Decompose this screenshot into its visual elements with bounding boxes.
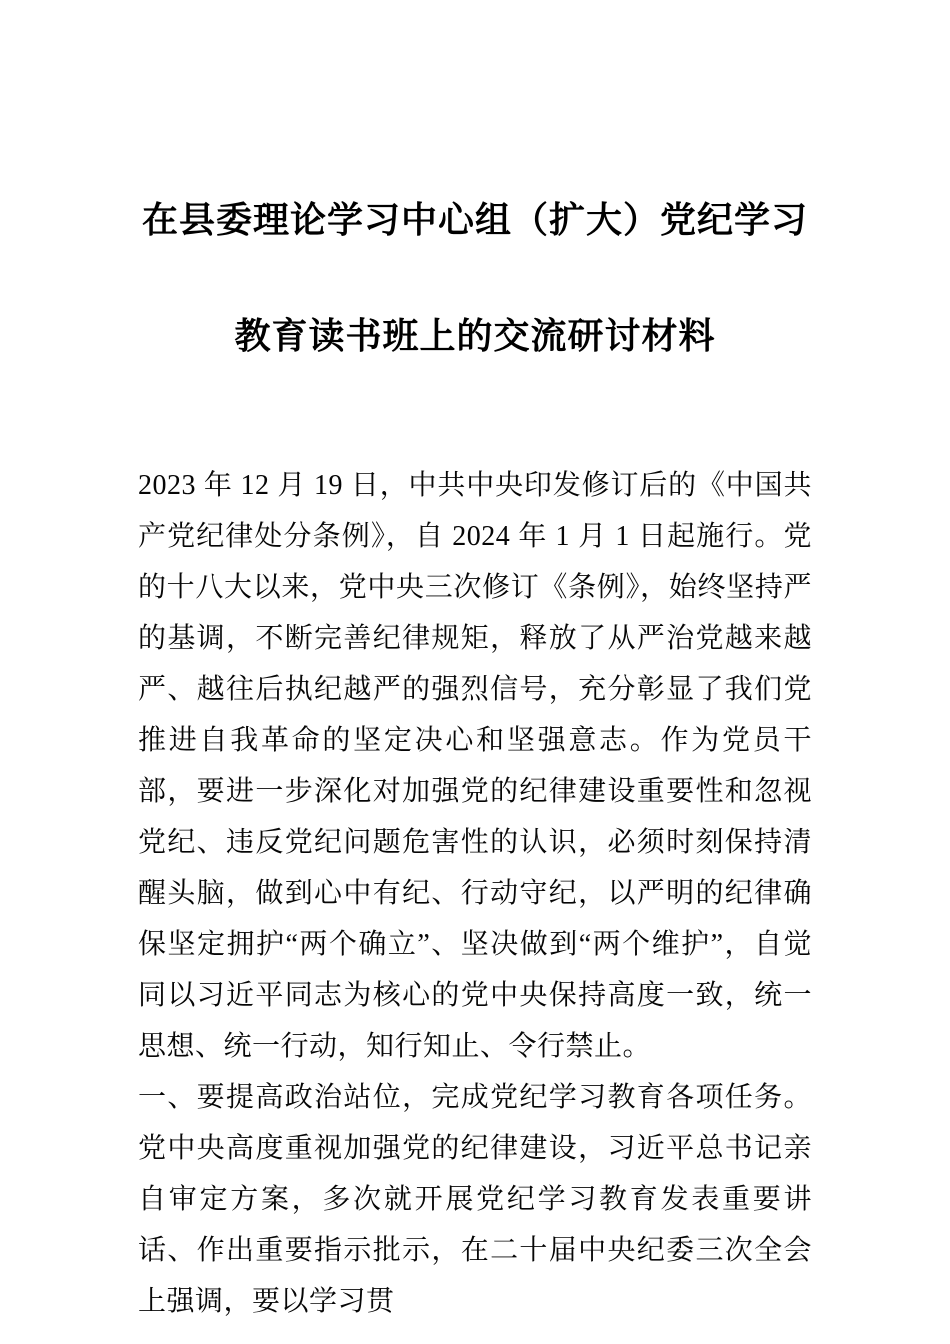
- document-body: [138, 460, 812, 1327]
- title-line-1: 在县委理论学习中心组（扩大）党纪学习: [141, 199, 808, 240]
- title-line-2: 教育读书班上的交流研讨材料: [234, 315, 716, 356]
- body-paragraph-2: 一、要提高政治站位，完成党纪学习教育各项任务。党中央高度重视加强党的纪律建设，习近平总书记亲自审定方案，多次就开展党纪学习教育发表重要讲话、作出重要指示批示，在二十届中央纪委三次全会上强调，要以学习贯: [138, 1082, 812, 1317]
- document-title: [138, 200, 812, 356]
- body-paragraph-1: 2023 年 12 月 19 日，中共中央印发修订后的《中国共产党纪律处分条例》，自 2024 年 1 月 1 日起施行。党的十八大以来，党中央三次修订《条例》，始终坚持严的基调，不断完善纪律规矩，释放了从严治党越来越严、越往后执纪越严的强烈信号，充分彰显了我们党推进自我革命的坚定决心和坚强意志。作为党员干部，要进一步深化对加强党的纪律建设重要性和忽视党纪、违反党纪问题危害性的认识，必须时刻保持清醒头脑，做到心中有纪、行动守纪，以严明的纪律确保坚定拥护“两个确立”、坚决做到“两个维护”，自觉同以习近平同志为核心的党中央保持高度一致，统一思想、统一行动，知行知止、令行禁止。: [138, 470, 812, 1062]
